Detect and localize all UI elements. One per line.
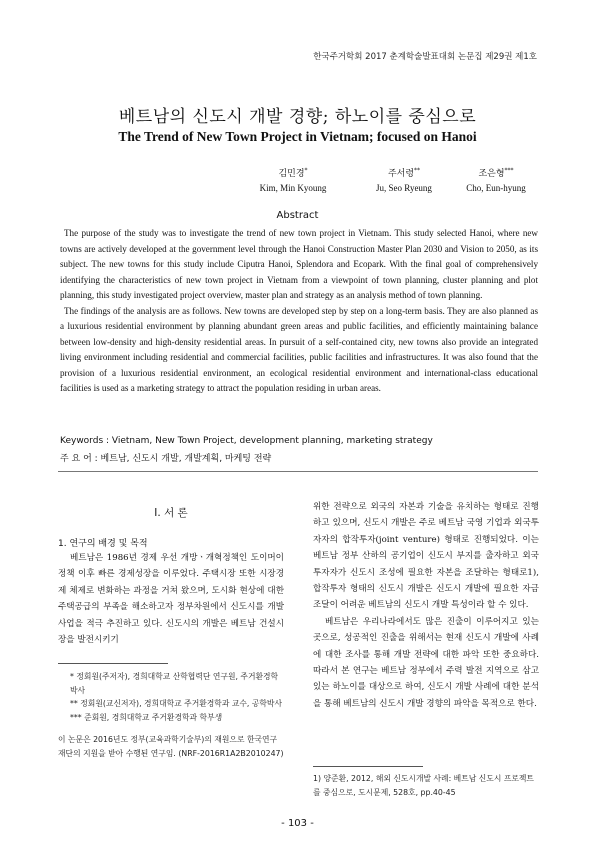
- author-affiliations: [70, 670, 284, 724]
- abstract-heading: Abstract: [276, 210, 319, 221]
- body-paragraph: 베트남은 우리나라에서도 많은 진출이 이루어지고 있는 곳으로, 성공적인 진출을 위해서는 현재 신도시 개발에 사례에 대한 조사를 통해 개발 전략에 대한 파악 또한 중요하다. 따라서 본 연구는 베트남 정부에서 주력 발전 지역으로 삼고 있는 하노이를 대상으로 하여, 신도시 개발 사례에 대한 분석을 통해 베트남의 신도시 개발 경향의 파악을 목적으로 한다.: [313, 616, 539, 709]
- running-header: 한국주거학회 2017 춘계학술발표대회 논문집 제29권 제1호: [313, 52, 537, 62]
- right-column-body: [313, 499, 539, 712]
- section-title: I. 서 론: [154, 507, 188, 519]
- keywords-korean: 주 요 어 : 베트남, 신도시 개발, 개발계획, 마케팅 전략: [60, 454, 272, 464]
- affiliation-note-2: ** 정회원(교신저자), 경희대학교 주거환경학과 교수, 공학박사: [70, 699, 282, 708]
- author-name-ko: 주서령**: [387, 167, 421, 179]
- author-name-ko: 김민경*: [278, 167, 308, 179]
- abstract-paragraph-1: The purpose of the study was to investigate the trend of new town project in Vietnam. This study selected Hanoi, where new towns are actively developed at the government level through the Hanoi Construction Master Plan 2030 and Vision to 2050, as its subject. The new towns for this study include Ciputra Hanoi, Splendora and Ecopark. With the final goal of comprehensively identifying the characteristics of new town project in Vietnam from a viewpoint of town planning, cluster planning and plot planning, this study investigated project overview, master plan and strategy as an analysis method of town planning.: [60, 228, 538, 300]
- footnote-rule: [58, 663, 168, 664]
- left-column-body: [58, 550, 284, 648]
- affiliation-note-3: *** 준회원, 경희대학교 주거환경학과 학부생: [70, 712, 223, 722]
- page-number: - 103 -: [281, 818, 314, 829]
- footnote-1: 1) 양준환, 2012, 해외 신도시개발 사례: 베트남 신도시 프로젝트를 중심으로, 도시문제, 528호, pp.40-45: [313, 774, 534, 797]
- author-name-en: Cho, Eun-hyung: [466, 183, 526, 193]
- title-english: The Trend of New Town Project in Vietnam; focused on Hanoi: [118, 129, 477, 144]
- author-1: [233, 166, 353, 193]
- title-korean: 베트남의 신도시 개발 경향; 하노이를 중심으로: [118, 107, 477, 127]
- footnote-rule: [313, 766, 423, 767]
- abstract-body: [60, 226, 538, 397]
- subsection-title: 1. 연구의 배경 및 목적: [58, 539, 148, 549]
- body-paragraph: 베트남은 1986년 경제 우선 개방ㆍ개혁정책인 도이머이 정책 이후 빠른 경제성장을 이루었다. 주택시장 또한 시장경제 체제로 변화하는 과정을 거쳐 왔으며, 도시화 현상에 대한 주택공급의 부족을 해소하고자 정부차원에서 신도시를 개발 사업을 적극 추진하고 있다. 신도시의 개발은 베트남 건설시장을 발전시키기: [58, 553, 284, 646]
- author-name-en: Ju, Seo Ryeung: [376, 183, 432, 193]
- section-divider: [58, 471, 538, 472]
- body-paragraph: 위한 전략으로 외국의 자본과 기술을 유치하는 형태로 진행하고 있으며, 신도시 개발은 주로 베트남 국영 기업과 외국투자자의 합작투자(joint venture) 형태로 진행되었다. 이는 베트남 정부 산하의 공기업이 신도시 부지를 출자하고 외국투자자가 신도시 조성에 필요한 자본을 조달하는 형태로1), 합작투자 형태의 신도시 개발은 신도시 개발에 필요한 자금 조달이 어려운 베트남의 신도시 개발 특성이라 할 수 있다.: [313, 502, 539, 611]
- author-name-ko: 조은형***: [478, 167, 514, 179]
- author-3: [436, 166, 556, 193]
- funding-note: 이 논문은 2016년도 정부(교육과학기술부)의 재원으로 한국연구재단의 지원을 받아 수행된 연구임. (NRF-2016R1A2B2010247): [58, 735, 284, 758]
- affiliation-note-1: * 정회원(주저자), 경희대학교 산학협력단 연구원, 주거환경학박사: [70, 672, 279, 695]
- keywords-english: Keywords : Vietnam, New Town Project, development planning, marketing strategy: [60, 436, 433, 446]
- author-name-en: Kim, Min Kyoung: [259, 183, 327, 193]
- abstract-paragraph-2: The findings of the analysis are as follows. New towns are developed step by step on a long-term basis. They are also planned as a luxurious residential environment by planning abundant green areas and public facilities, and efficiently maintaining balance between low-density and high-density residential areas. In pursuit of a self-contained city, new towns also provide an integrated living environment including residential and commercial facilities, public facilities and infrastructures. It was also found that the provision of a luxurious residential environment, an ecological residential environment and international-class educational facilities is used as a marketing strategy to attract the population residing in urban areas.: [60, 305, 538, 393]
